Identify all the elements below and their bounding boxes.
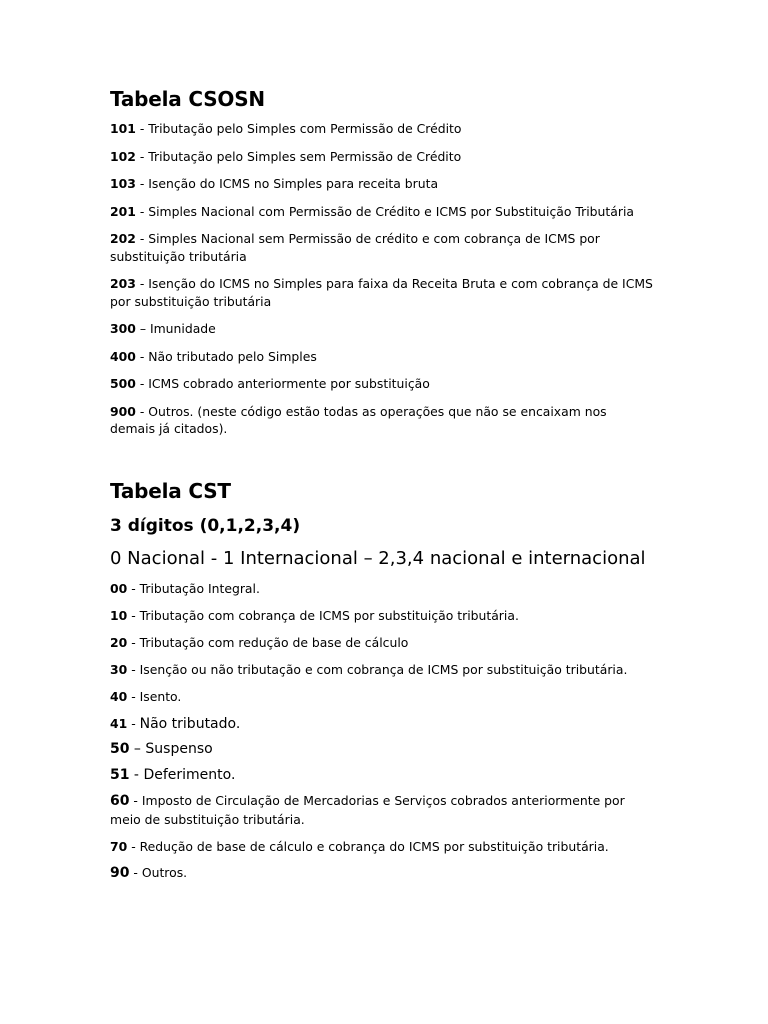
- cst-item-20: [110, 634, 655, 652]
- cst-code: 40: [110, 688, 128, 704]
- csosn-code: 300: [110, 321, 136, 336]
- csosn-sep: -: [135, 276, 149, 291]
- csosn-sep: –: [135, 321, 150, 336]
- csosn-code: 101: [110, 121, 136, 136]
- cst-sep: -: [127, 634, 140, 650]
- cst-sep: -: [127, 688, 140, 704]
- cst-code: 00: [110, 580, 128, 596]
- csosn-desc: Imunidade: [149, 321, 216, 336]
- csosn-code: 203: [110, 276, 136, 291]
- cst-desc: Outros.: [141, 865, 188, 880]
- csosn-desc: Isenção do ICMS no Simples para faixa da Receita Bruta e com cobrança de ICMS por substituição tributária: [110, 276, 653, 309]
- csosn-desc: Isenção do ICMS no Simples para receita bruta: [148, 176, 439, 191]
- cst-desc: Redução de base de cálculo e cobrança do ICMS por substituição tributária.: [139, 838, 609, 854]
- cst-origin-line: 0 Nacional - 1 Internacional – 2,3,4 nacional e internacional: [110, 547, 646, 569]
- csosn-sep: -: [135, 176, 149, 191]
- csosn-code: 202: [110, 231, 136, 246]
- csosn-item-103: [110, 175, 655, 193]
- cst-desc: Tributação Integral.: [139, 580, 260, 596]
- csosn-code: 500: [110, 376, 136, 391]
- cst-item-10: [110, 607, 655, 625]
- csosn-desc: Tributação pelo Simples com Permissão de Crédito: [148, 121, 462, 136]
- csosn-code: 201: [110, 203, 136, 219]
- cst-code: 70: [110, 838, 128, 854]
- csosn-item-500: [110, 375, 655, 393]
- csosn-desc: Simples Nacional sem Permissão de crédito e com cobrança de ICMS por substituição tributária: [110, 231, 600, 264]
- csosn-code: 400: [110, 348, 136, 364]
- cst-sep: -: [127, 838, 140, 854]
- csosn-item-201: [110, 203, 655, 221]
- cst-sep: -: [127, 715, 140, 731]
- csosn-sep: -: [135, 148, 149, 164]
- cst-code: 20: [110, 634, 128, 650]
- cst-desc: Imposto de Circulação de Mercadorias e Serviços cobrados anteriormente por meio de substituição tributária.: [110, 793, 625, 827]
- cst-sep: -: [127, 661, 140, 677]
- cst-desc: Não tributado.: [139, 715, 241, 732]
- cst-sep: -: [127, 580, 140, 596]
- cst-sep: -: [129, 766, 144, 783]
- cst-desc: Tributação com redução de base de cálculo: [139, 634, 409, 650]
- cst-item-60: [110, 792, 655, 828]
- cst-item-50: [110, 741, 655, 759]
- cst-desc: Suspenso: [145, 741, 213, 757]
- csosn-item-203: [110, 275, 655, 310]
- cst-item-40: [110, 688, 655, 706]
- csosn-code: 102: [110, 148, 136, 164]
- cst-item-90: [110, 864, 655, 883]
- csosn-sep: -: [135, 348, 149, 364]
- cst-sep: -: [127, 607, 140, 623]
- csosn-desc: Tributação pelo Simples sem Permissão de Crédito: [148, 148, 462, 164]
- cst-item-51: [110, 767, 655, 785]
- cst-sep: –: [129, 741, 146, 757]
- csosn-sep: -: [135, 231, 149, 246]
- cst-desc: Tributação com cobrança de ICMS por substituição tributária.: [139, 607, 519, 623]
- cst-code: 41: [110, 715, 128, 731]
- csosn-desc: Não tributado pelo Simples: [148, 348, 317, 364]
- cst-item-00: [110, 580, 655, 598]
- cst-code: 50: [110, 741, 130, 757]
- cst-code: 90: [110, 865, 130, 881]
- cst-code: 60: [110, 793, 130, 809]
- cst-subtitle: 3 dígitos (0,1,2,3,4): [110, 515, 301, 536]
- csosn-sep: -: [135, 121, 149, 136]
- cst-sep: -: [129, 865, 142, 880]
- cst-item-41: [110, 715, 655, 734]
- csosn-desc: ICMS cobrado anteriormente por substituição: [148, 376, 430, 391]
- cst-desc: Deferimento.: [143, 766, 236, 783]
- cst-code: 10: [110, 607, 128, 623]
- csosn-desc: Simples Nacional com Permissão de Crédito e ICMS por Substituição Tributária: [148, 203, 634, 219]
- csosn-code: 103: [110, 176, 136, 191]
- cst-code: 51: [110, 766, 130, 783]
- cst-table-title: Tabela CST: [110, 478, 231, 503]
- csosn-item-300: [110, 320, 655, 338]
- csosn-item-400: [110, 348, 655, 366]
- csosn-code: 900: [110, 403, 136, 419]
- cst-item-70: [110, 838, 655, 856]
- csosn-item-101: [110, 120, 655, 138]
- cst-desc: Isento.: [139, 688, 182, 704]
- csosn-item-900: [110, 403, 655, 438]
- csosn-item-202: [110, 230, 655, 265]
- csosn-sep: -: [135, 203, 149, 219]
- cst-sep: -: [129, 793, 142, 808]
- csosn-sep: -: [135, 403, 149, 419]
- csosn-item-102: [110, 148, 655, 166]
- cst-desc: Isenção ou não tributação e com cobrança de ICMS por substituição tributária.: [139, 661, 628, 677]
- csosn-desc: Outros. (neste código estão todas as operações que não se encaixam nos demais já citados).: [110, 403, 607, 436]
- csosn-sep: -: [135, 376, 149, 391]
- csosn-table-title: Tabela CSOSN: [110, 87, 265, 111]
- document-page: [110, 86, 655, 883]
- cst-code: 30: [110, 661, 128, 677]
- cst-item-30: [110, 661, 655, 679]
